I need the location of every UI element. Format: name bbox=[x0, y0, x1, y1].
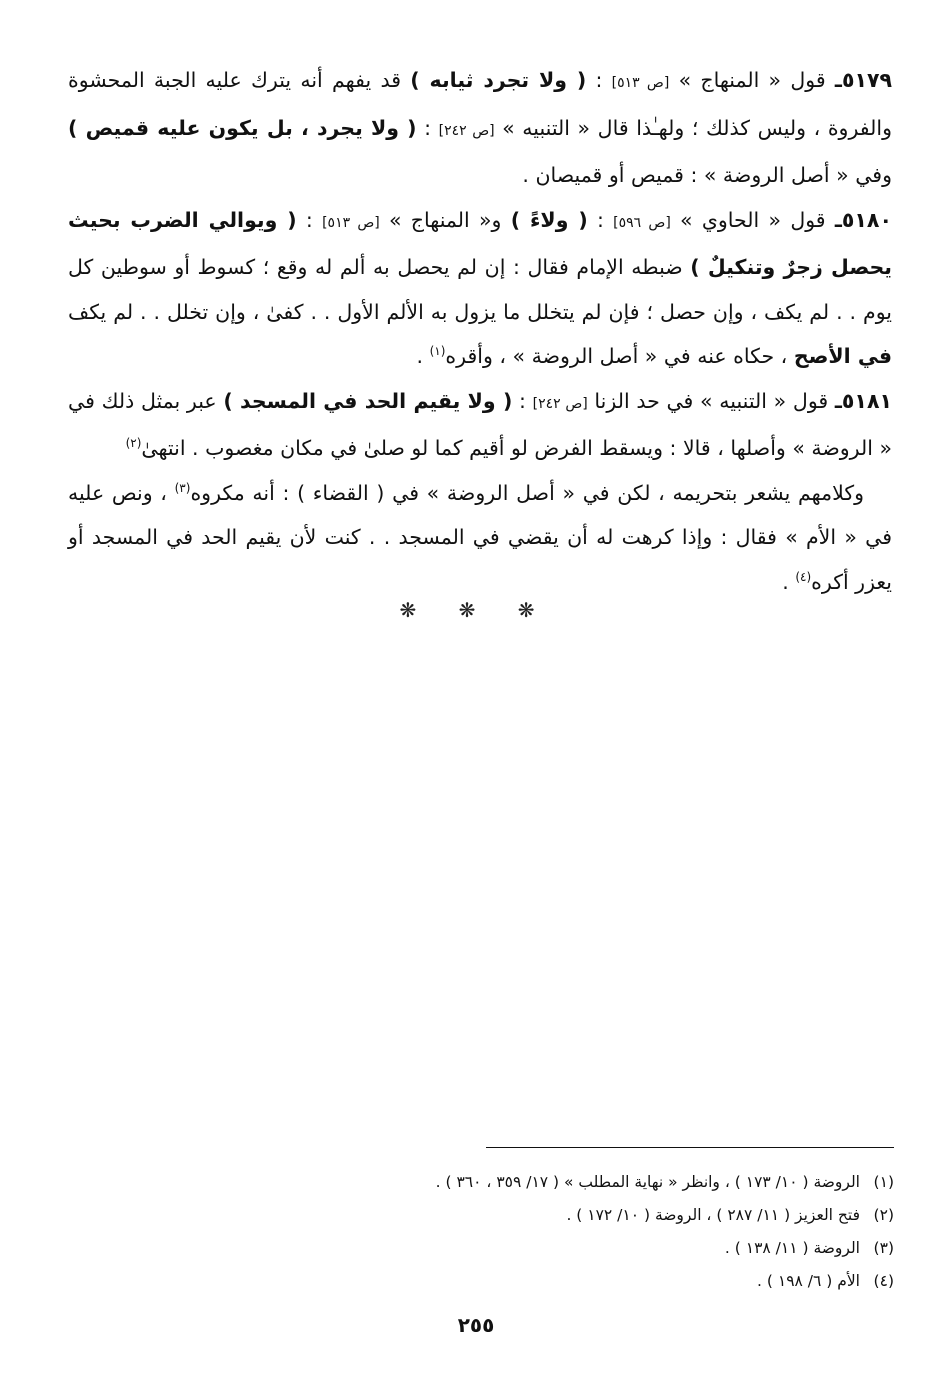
footnote-item bbox=[200, 1265, 894, 1298]
entry-number: ٥١٧٩ـ bbox=[834, 68, 892, 92]
entry-body: عبر بمثل ذلك في « الروضة » وأصلها ، قالا : ويسقط الفرض لو أقيم كما لو صلىٰ في مكان مغصوب . انتهىٰ bbox=[68, 388, 892, 460]
closing-text: وكلامهم يشعر بتحريمه ، لكن في « أصل الروضة » في ( القضاء ) : أنه مكروه bbox=[190, 480, 864, 505]
page-reference: [ص ٢٤٢] bbox=[532, 395, 588, 412]
entry-intro: قول « التنبيه » في حد الزنا bbox=[587, 388, 835, 413]
entry-body: قد يفهم أنه يترك عليه الجبة المحشوة والفروة ، وليس كذلك ؛ ولهـٰذا قال « التنبيه » bbox=[68, 68, 892, 140]
footnote-divider bbox=[486, 1147, 894, 1148]
entry-number: ٥١٨١ـ bbox=[834, 388, 892, 413]
page-reference: [ص ٥١٣] bbox=[322, 214, 380, 231]
footnote-text: الروضة ( ١١/ ١٣٨ ) . bbox=[724, 1239, 860, 1257]
footnote-marker[interactable]: (٣) bbox=[174, 480, 191, 495]
separator-colon: : bbox=[416, 115, 439, 140]
entry-5180 bbox=[68, 198, 892, 379]
quoted-text: ( ولاءً ) bbox=[510, 207, 588, 232]
section-separator: ❋ ❋ ❋ bbox=[399, 598, 553, 622]
quoted-text: ( ويوالي الضرب بحيث يحصل زجرٌ وتنكيلٌ ) bbox=[68, 207, 892, 279]
footnote-number: (٢) bbox=[873, 1206, 894, 1224]
entry-5179 bbox=[68, 58, 892, 198]
entry-body-continued: ضبطه الإمام فقال : إن لم يحصل به ألم له وقع ؛ كسوط أو سوطين كل يوم . . لم يكف ، وإن حصل ؛ فإن لم يتخلل ما يزول به الألم الأول . . كفىٰ ، وإن تخلل . . لم يكف bbox=[68, 255, 892, 324]
separator-colon: : bbox=[586, 68, 612, 92]
emphasis-text: في الأصح bbox=[793, 344, 892, 368]
footnote-number: (٤) bbox=[873, 1272, 894, 1290]
closing-text-continued: ، ونص عليه في « الأم » فقال : وإذا كرهت له أن يقضي في المسجد . . كنت لأن يقيم الحد في المسجد أو يعزر أكره bbox=[68, 480, 892, 594]
entry-number: ٥١٨٠ـ bbox=[834, 207, 892, 232]
page-number: ٢٥٥ bbox=[457, 1313, 495, 1337]
entry-tail: وفي « أصل الروضة » : قميص أو قميصان . bbox=[522, 163, 892, 187]
footnote-text: الروضة ( ١٠/ ١٧٣ ) ، وانظر « نهاية المطلب » ( ١٧/ ٣٥٩ ، ٣٦٠ ) . bbox=[435, 1173, 860, 1191]
main-text bbox=[68, 58, 892, 604]
footnote-marker[interactable]: (٢) bbox=[125, 436, 142, 450]
footnote-marker[interactable]: (١) bbox=[429, 344, 446, 358]
page-reference: [ص ٥٩٦] bbox=[613, 214, 671, 231]
separator-colon: : bbox=[587, 207, 614, 232]
footnote-number: (٣) bbox=[873, 1239, 894, 1257]
footnote-marker[interactable]: (٤) bbox=[795, 569, 812, 584]
footnote-item bbox=[200, 1166, 894, 1199]
footnote-item bbox=[200, 1199, 894, 1232]
page-reference: [ص ٢٤٢] bbox=[438, 122, 495, 139]
footnote-number: (١) bbox=[873, 1173, 894, 1191]
footnote-text: فتح العزيز ( ١١/ ٢٨٧ ) ، الروضة ( ١٠/ ١٧٢ ) . bbox=[566, 1206, 860, 1224]
footnotes bbox=[200, 1166, 894, 1298]
entry-tail: ، حكاه عنه في « أصل الروضة » ، وأقره bbox=[445, 344, 794, 368]
end-punctuation: . bbox=[416, 344, 430, 368]
end-punctuation: . bbox=[782, 569, 796, 594]
footnote-text: الأم ( ٦/ ١٩٨ ) . bbox=[757, 1272, 860, 1290]
page-reference: [ص ٥١٣] bbox=[611, 75, 670, 91]
entry-intro: قول « المنهاج » bbox=[669, 68, 835, 92]
quoted-text: ( ولا يقيم الحد في المسجد ) bbox=[223, 388, 513, 413]
entry-5181 bbox=[68, 379, 892, 471]
entry-body: و« المنهاج » bbox=[379, 207, 511, 232]
quoted-text: ( ولا يجرد ، بل يكون عليه قميص ) bbox=[68, 115, 417, 140]
quoted-text: ( ولا تجرد ثيابه ) bbox=[410, 68, 587, 92]
entry-intro: قول « الحاوي » bbox=[670, 207, 835, 232]
separator-colon: : bbox=[296, 207, 323, 232]
closing-paragraph bbox=[68, 471, 892, 605]
footnote-item bbox=[200, 1232, 894, 1265]
separator-colon: : bbox=[512, 388, 533, 413]
